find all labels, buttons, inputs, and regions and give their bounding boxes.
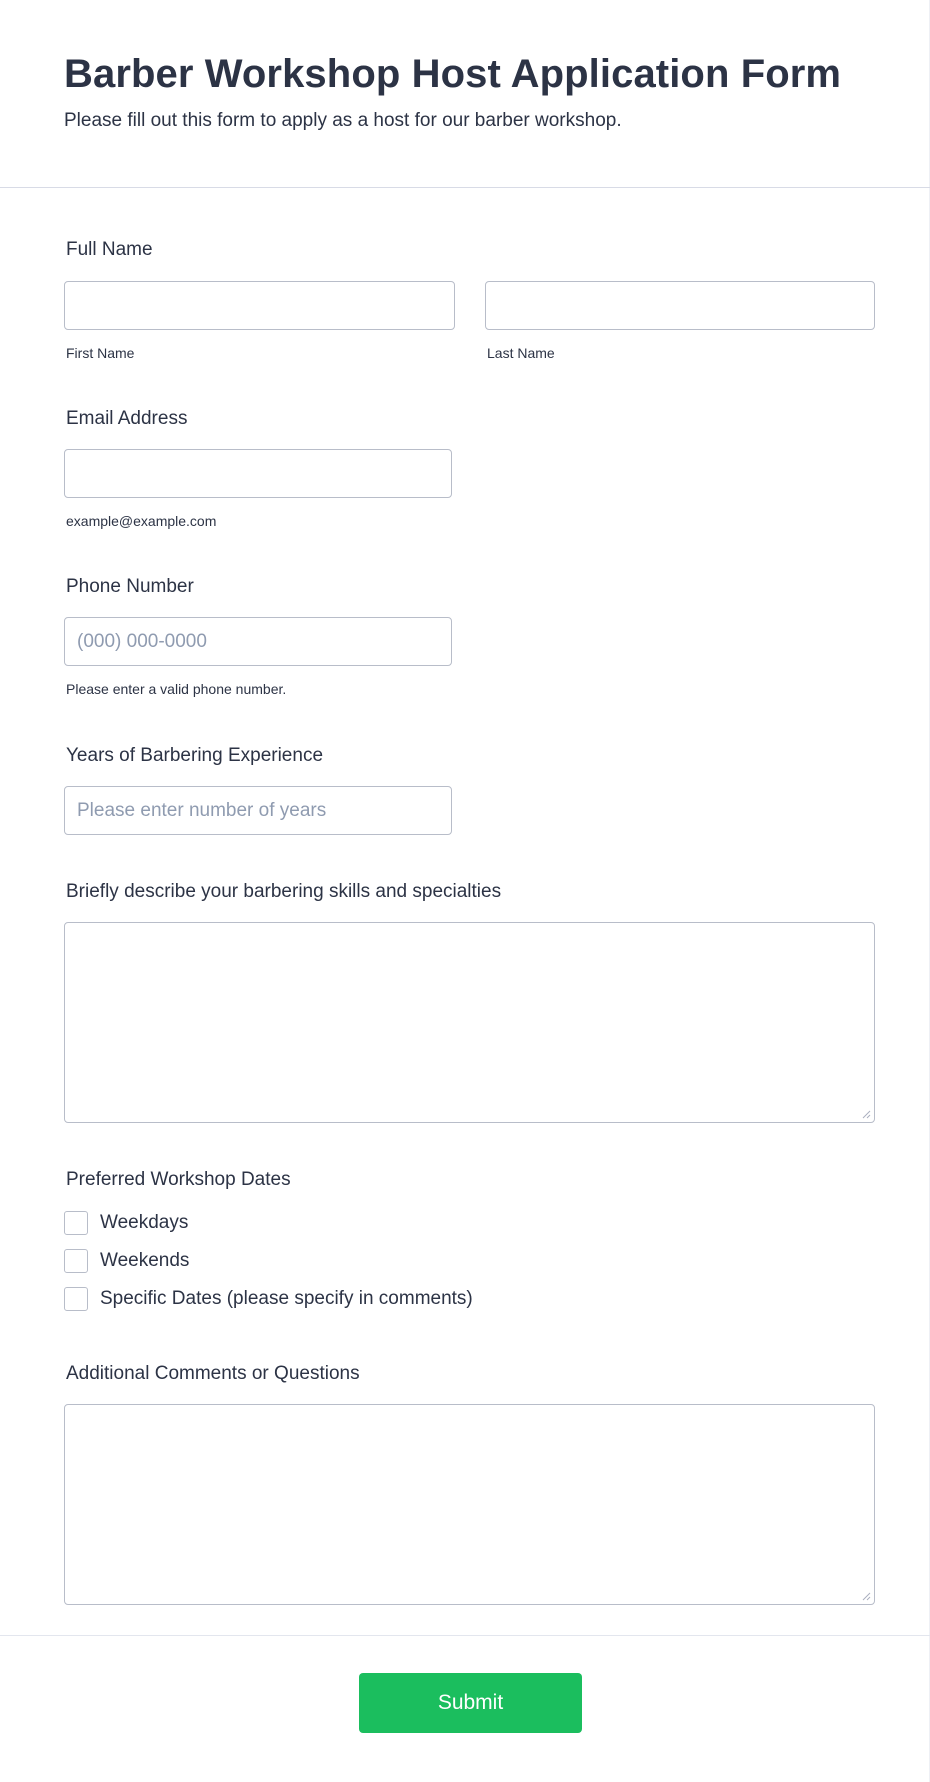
checkbox-label[interactable]: Weekdays [100, 1212, 189, 1233]
email-label: Email Address [66, 408, 188, 429]
checkbox-label[interactable]: Specific Dates (please specify in comments) [100, 1288, 473, 1309]
last-name-sublabel: Last Name [487, 345, 555, 361]
dates-label: Preferred Workshop Dates [66, 1169, 291, 1190]
submit-button[interactable]: Submit [359, 1673, 582, 1733]
comments-textarea-wrapper [64, 1404, 875, 1605]
experience-label: Years of Barbering Experience [66, 745, 324, 766]
page-subtitle: Please fill out this form to apply as a host for our barber workshop. [64, 110, 622, 131]
comments-label: Additional Comments or Questions [66, 1363, 360, 1384]
skills-textarea-wrapper [64, 922, 875, 1123]
resize-grip-icon[interactable] [862, 1110, 871, 1119]
skills-textarea[interactable] [64, 922, 875, 1123]
phone-input[interactable] [64, 617, 452, 666]
full-name-label: Full Name [66, 239, 153, 260]
email-input[interactable] [64, 449, 452, 498]
first-name-sublabel: First Name [66, 345, 135, 361]
form-header [0, 0, 930, 188]
checkbox-label[interactable]: Weekends [100, 1250, 190, 1271]
first-name-input[interactable] [64, 281, 455, 330]
skills-label: Briefly describe your barbering skills and specialties [66, 881, 502, 902]
checkbox-box[interactable] [64, 1249, 88, 1273]
checkbox-weekdays[interactable] [64, 1211, 188, 1235]
checkbox-weekends[interactable] [64, 1249, 189, 1273]
experience-input[interactable] [64, 786, 452, 835]
checkbox-box[interactable] [64, 1211, 88, 1235]
comments-textarea[interactable] [64, 1404, 875, 1605]
email-sublabel: example@example.com [66, 513, 217, 529]
page-title: Barber Workshop Host Application Form [64, 52, 842, 96]
checkbox-box[interactable] [64, 1287, 88, 1311]
resize-grip-icon[interactable] [862, 1592, 871, 1601]
phone-sublabel: Please enter a valid phone number. [66, 681, 287, 697]
checkbox-specific-dates[interactable] [64, 1287, 473, 1311]
footer-divider [0, 1635, 930, 1636]
last-name-input[interactable] [485, 281, 875, 330]
phone-label: Phone Number [66, 576, 194, 597]
